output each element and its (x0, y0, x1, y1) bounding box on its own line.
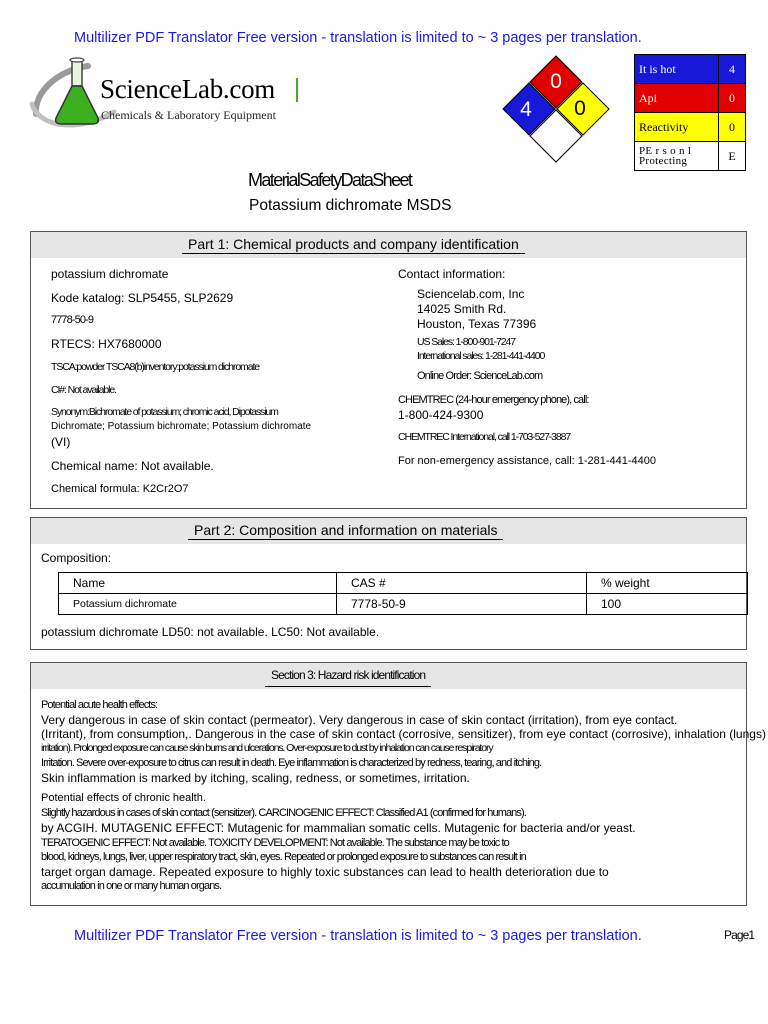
hazard-rating-table (634, 54, 746, 171)
column-header-cas: CAS # (337, 573, 587, 594)
chemtrec-international: CHEMTREC International, call 1-703-527-3887 (398, 431, 571, 443)
nfpa-diamond (500, 55, 612, 165)
hazard-text-line: TERATOGENIC EFFECT: Not available. TOXICITY DEVELOPMENT: Not available. The substance may be toxic to (41, 837, 509, 849)
hazard-value: 0 (719, 113, 746, 142)
chemical-formula: Chemical formula: K2Cr2O7 (51, 483, 189, 495)
hazard-row-protection (635, 142, 746, 171)
composition-table (58, 572, 748, 615)
chemtrec-phone: 1-800-424-9300 (398, 408, 484, 422)
diamond-health-value: 4 (520, 98, 532, 121)
company-street: 14025 Smith Rd. (417, 302, 507, 316)
page-number: Page1 (724, 928, 755, 942)
sciencelab-logo (28, 52, 308, 134)
document-title: MaterialSafetyDataSheet (248, 170, 412, 190)
us-sales-phone: US Sales: 1-800-901-7247 (417, 336, 515, 348)
composition-label: Composition: (41, 551, 112, 565)
hazard-row-health (635, 55, 746, 84)
catalog-code: Kode katalog: SLP5455, SLP2629 (51, 291, 234, 305)
cell-weight: 100 (587, 594, 748, 615)
column-header-name: Name (59, 573, 337, 594)
hazard-text-line: Irritation. Severe over-exposure to citrus can result in death. Eye inflammation is characterized by redness, tearing, and itching. (41, 757, 542, 769)
hazard-label: Api (635, 84, 719, 113)
hazard-row-reactivity (635, 113, 746, 142)
intl-sales-phone: International sales: 1-281-441-4400 (417, 350, 545, 362)
rtecs: RTECS: HX7680000 (51, 337, 162, 351)
tsca: TSCA:powder TSCA8(b)inventory:potassium dichromate (51, 361, 259, 373)
chemtrec-label: CHEMTREC (24-hour emergency phone), call: (398, 394, 589, 406)
hazard-label: Reactivity (635, 113, 719, 142)
product-name: potassium dichromate (51, 267, 169, 281)
contact-heading: Contact information: (398, 267, 506, 281)
column-header-weight: % weight (587, 573, 748, 594)
toxicology-summary: potassium dichromate LD50: not available. LC50: Not available. (41, 625, 380, 639)
company-name: Sciencelab.com, Inc (417, 287, 525, 301)
hazard-text-line: Slightly hazardous in cases of skin contact (sensitizer). CARCINOGENIC EFFECT: Classified A1 (confirmed for humans). (41, 807, 526, 819)
company-city: Houston, Texas 77396 (417, 317, 537, 331)
part3-title: Section 3: Hazard risk identification (265, 668, 431, 687)
part1-section (30, 231, 747, 509)
hazard-value: 0 (719, 84, 746, 113)
part1-title: Part 1: Chemical products and company identification (182, 236, 525, 254)
hazard-text-line: Potential acute health effects: (41, 699, 158, 711)
logo-tagline: Chemicals & Laboratory Equipment (101, 108, 276, 122)
diamond-reactivity-value: 0 (574, 97, 586, 120)
hazard-text-line: Skin inflammation is marked by itching, scaling, redness, or sometimes, irritation. (41, 771, 470, 785)
hazard-text-line: Potential effects of chronic health. (41, 792, 206, 804)
hazard-text-line: accumulation in one or many human organs. (41, 880, 222, 892)
hazard-text-line: (Irritant), from consumption,. Dangerous in the case of skin contact (corrosive, sensitizer), from eye contact (corrosive), inhalation (lungs) (41, 727, 766, 741)
hazard-label: It is hot (635, 55, 719, 84)
part2-section (30, 517, 747, 650)
ci-number: CI#: Not available. (51, 384, 116, 396)
part3-section (30, 662, 766, 906)
cell-name: Potassium dichromate (59, 594, 337, 615)
hazard-text-line: Very dangerous in case of skin contact (permeator). Very dangerous in case of skin contact (irritation), from eye contact. (41, 713, 678, 727)
synonym-line-1: Synonym:Bichromate of potassium; chromic acid, Dipotassium (51, 406, 278, 418)
composition-header-row (59, 573, 748, 594)
synonym-line-3: (VI) (51, 435, 71, 449)
non-emergency-assistance: For non-emergency assistance, call: 1-281-441-4400 (398, 455, 657, 467)
synonym-line-2: Dichromate; Potassium bichromate; Potassium dichromate (51, 421, 312, 432)
cas-number: 7778-50-9 (51, 314, 94, 326)
hazard-text-line: irritation). Prolonged exposure can cause skin burns and ulcerations. Over-exposure to dust by inhalation can cause respiratory (41, 742, 493, 754)
document-subtitle: Potassium dichromate MSDS (249, 197, 452, 214)
translator-banner-bottom: Multilizer PDF Translator Free version - translation is limited to ~ 3 pages per translation. (74, 928, 642, 944)
hazard-text-line: by ACGIH. MUTAGENIC EFFECT: Mutagenic for mammalian somatic cells. Mutagenic for bacteria and/or yeast. (41, 821, 636, 835)
logo-brand: ScienceLab.com (100, 74, 275, 104)
chemical-name: Chemical name: Not available. (51, 459, 214, 473)
logo-divider (296, 78, 298, 102)
translator-banner-top: Multilizer PDF Translator Free version - translation is limited to ~ 3 pages per translation. (74, 30, 642, 46)
online-order-link[interactable]: Online Order: ScienceLab.com (417, 370, 543, 382)
part2-title: Part 2: Composition and information on materials (188, 522, 503, 540)
diamond-fire-value: 0 (550, 70, 562, 93)
hazard-row-fire (635, 84, 746, 113)
hazard-text-line: blood, kidneys, lungs, liver, upper respiratory tract, skin, eyes. Repeated or prolonged exposure to substances can result in (41, 851, 526, 863)
cell-cas: 7778-50-9 (337, 594, 587, 615)
hazard-text-line: target organ damage. Repeated exposure to highly toxic substances can lead to health deterioration due to (41, 865, 609, 879)
hazard-value: E (719, 142, 746, 171)
hazard-label: PE r s o n l Protecting (635, 142, 719, 171)
hazard-value: 4 (719, 55, 746, 84)
table-row (59, 594, 748, 615)
